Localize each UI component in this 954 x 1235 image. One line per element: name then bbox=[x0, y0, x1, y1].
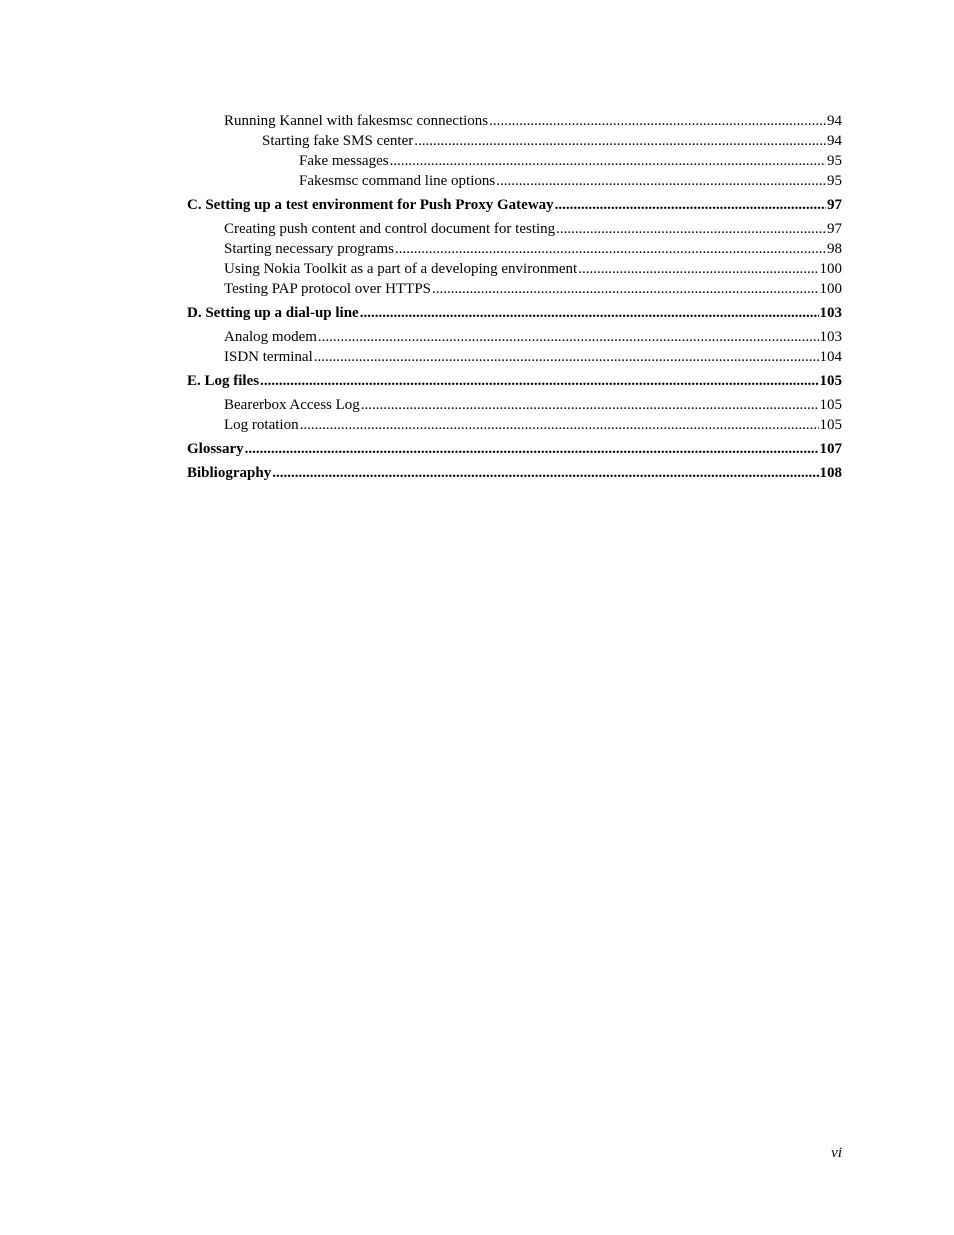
toc-entry-title: Starting fake SMS center bbox=[262, 133, 414, 149]
toc-entry-page: 104 bbox=[819, 349, 842, 365]
toc-entry-page: 103 bbox=[819, 305, 842, 321]
toc-entry[interactable] bbox=[187, 219, 842, 239]
toc-entry-page: 108 bbox=[819, 465, 842, 481]
toc-entry-title: Bearerbox Access Log bbox=[224, 397, 360, 413]
toc-entry-title: Fakesmsc command line options bbox=[299, 173, 496, 189]
toc-leader-dots bbox=[395, 239, 826, 259]
toc-entry-page: 105 bbox=[819, 417, 842, 433]
toc-leader-dots bbox=[260, 371, 818, 391]
toc-entry[interactable] bbox=[187, 111, 842, 131]
toc-entry[interactable] bbox=[187, 279, 842, 299]
toc-entry-title: E. Log files bbox=[187, 373, 260, 389]
toc-chapter-entry[interactable] bbox=[187, 439, 842, 459]
toc-entry[interactable] bbox=[187, 131, 842, 151]
toc-leader-dots bbox=[272, 463, 818, 483]
toc-chapter-entry[interactable] bbox=[187, 303, 842, 323]
toc-entry[interactable] bbox=[187, 327, 842, 347]
toc-entry-page: 105 bbox=[819, 373, 842, 389]
toc-leader-dots bbox=[314, 347, 819, 367]
toc-chapter-entry[interactable] bbox=[187, 371, 842, 391]
toc-entry[interactable] bbox=[187, 347, 842, 367]
toc-leader-dots bbox=[489, 111, 826, 131]
toc-entry-title: Running Kannel with fakesmsc connections bbox=[224, 113, 489, 129]
toc-entry-page: 97 bbox=[827, 221, 842, 237]
toc-leader-dots bbox=[361, 395, 819, 415]
toc-leader-dots bbox=[414, 131, 826, 151]
toc-leader-dots bbox=[318, 327, 819, 347]
toc-entry-title: Fake messages bbox=[299, 153, 389, 169]
toc-entry-page: 100 bbox=[819, 281, 842, 297]
toc-entry-title: Analog modem bbox=[224, 329, 317, 345]
toc-chapter-entry[interactable] bbox=[187, 463, 842, 483]
toc-entry[interactable] bbox=[187, 415, 842, 435]
toc-entry-title: Glossary bbox=[187, 441, 244, 457]
toc-entry-page: 100 bbox=[819, 261, 842, 277]
toc-leader-dots bbox=[245, 439, 819, 459]
toc-leader-dots bbox=[578, 259, 818, 279]
table-of-contents bbox=[187, 111, 842, 483]
toc-entry-title: Testing PAP protocol over HTTPS bbox=[224, 281, 432, 297]
toc-entry-title: Creating push content and control document for testing bbox=[224, 221, 556, 237]
toc-entry-title: Using Nokia Toolkit as a part of a developing environment bbox=[224, 261, 578, 277]
toc-entry-title: Bibliography bbox=[187, 465, 272, 481]
toc-entry-title: Log rotation bbox=[224, 417, 299, 433]
toc-entry-page: 95 bbox=[827, 153, 842, 169]
toc-leader-dots bbox=[300, 415, 819, 435]
page-number: vi bbox=[831, 1145, 842, 1161]
toc-entry-title: D. Setting up a dial-up line bbox=[187, 305, 359, 321]
toc-entry-page: 94 bbox=[827, 113, 842, 129]
toc-leader-dots bbox=[390, 151, 826, 171]
toc-leader-dots bbox=[555, 195, 826, 215]
toc-entry-title: Starting necessary programs bbox=[224, 241, 394, 257]
toc-entry-title: C. Setting up a test environment for Push Proxy Gateway bbox=[187, 197, 554, 213]
toc-entry-page: 107 bbox=[819, 441, 842, 457]
toc-leader-dots bbox=[556, 219, 826, 239]
toc-entry[interactable] bbox=[187, 259, 842, 279]
toc-entry-page: 94 bbox=[827, 133, 842, 149]
toc-entry-page: 95 bbox=[827, 173, 842, 189]
toc-leader-dots bbox=[432, 279, 818, 299]
toc-entry-page: 103 bbox=[819, 329, 842, 345]
toc-entry-title: ISDN terminal bbox=[224, 349, 313, 365]
toc-entry[interactable] bbox=[187, 171, 842, 191]
toc-leader-dots bbox=[496, 171, 826, 191]
toc-entry[interactable] bbox=[187, 151, 842, 171]
toc-entry[interactable] bbox=[187, 395, 842, 415]
toc-chapter-entry[interactable] bbox=[187, 195, 842, 215]
toc-entry[interactable] bbox=[187, 239, 842, 259]
toc-entry-page: 98 bbox=[827, 241, 842, 257]
toc-entry-page: 105 bbox=[819, 397, 842, 413]
toc-leader-dots bbox=[360, 303, 819, 323]
toc-entry-page: 97 bbox=[827, 197, 842, 213]
